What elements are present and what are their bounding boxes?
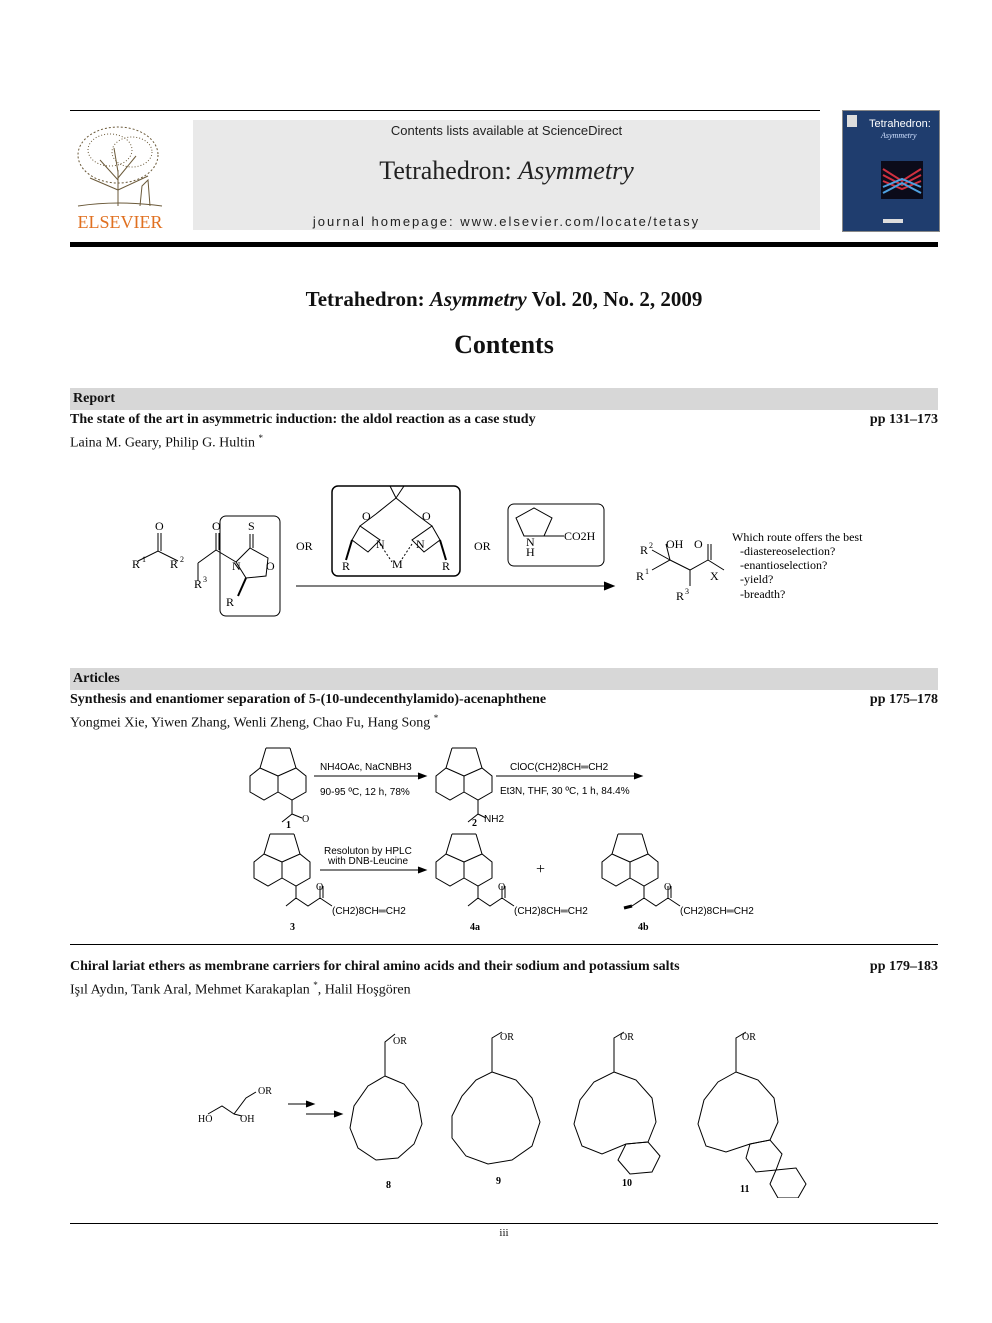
graphical-abstract-lariat-ethers xyxy=(190,1026,820,1198)
graphical-abstract-acenaphthene xyxy=(240,742,780,938)
article-2-title[interactable]: Synthesis and enantiomer separation of 5-(10-undecenthylamido)-acenaphthene xyxy=(70,692,547,707)
s2-reagent-1-top: NH4OAc, NaCNBH3 xyxy=(320,762,412,773)
s2-reagent-2-bottom: Et3N, THF, 30 ºC, 1 h, 84.4% xyxy=(500,786,630,797)
s3-ho: HO xyxy=(198,1114,213,1125)
s3-c11-or: OR xyxy=(742,1032,756,1043)
cover-footer-mark xyxy=(883,219,903,223)
s2-c1-o: O xyxy=(302,814,310,825)
s1-o-aux: O xyxy=(266,559,275,573)
s3-compound-8: 8 xyxy=(386,1180,391,1191)
s1-box-m: M xyxy=(392,557,403,571)
s1-box-n-right: N xyxy=(416,537,425,551)
cover-art-icon xyxy=(881,161,923,199)
s2-resolution-2: with DNB-Leucine xyxy=(328,856,409,867)
s1-r-aux: R xyxy=(226,595,235,609)
journal-title: Tetrahedron: Asymmetry xyxy=(379,156,634,185)
s3-c8-or: OR xyxy=(393,1036,407,1047)
issue-heading: Tetrahedron: Asymmetry Vol. 20, No. 2, 2009 xyxy=(305,287,703,311)
s2-resolution-1: Resoluton by HPLC xyxy=(324,846,412,857)
s2-compound-1: 1 xyxy=(286,820,291,831)
s1-box-r-right: R xyxy=(442,559,451,573)
cover-title: Tetrahedron: xyxy=(869,118,931,130)
s2-compound-4b: 4b xyxy=(638,922,649,933)
s1-o-acyl: O xyxy=(212,519,221,533)
s3-or: OR xyxy=(258,1086,272,1097)
s1-option-2: -enantioselection? xyxy=(740,558,828,572)
s2-c4a-chain: (CH2)8CH═CH2 xyxy=(514,906,588,917)
s3-c9-or: OR xyxy=(500,1032,514,1043)
graphical-abstract-aldol xyxy=(120,478,920,628)
sciencedirect-link[interactable]: Contents lists available at ScienceDirect xyxy=(390,123,623,138)
s1-box-n-left: N xyxy=(376,537,385,551)
s2-compound-4a: 4a xyxy=(470,922,480,933)
article-separator xyxy=(70,944,938,945)
elsevier-tree-icon xyxy=(70,120,170,232)
s2-nh2: NH2 xyxy=(484,814,505,825)
s2-c4a-o: O xyxy=(498,882,506,893)
elsevier-wordmark: ELSEVIER xyxy=(77,212,163,232)
header-thick-rule xyxy=(70,242,938,247)
s1-r1-sup: 1 xyxy=(142,555,146,564)
s1-option-3: -yield? xyxy=(740,572,774,586)
s1-pro-n: N xyxy=(526,535,535,549)
article-2-authors: Yongmei Xie, Yiwen Zhang, Wenli Zheng, Chao Fu, Hang Song * xyxy=(70,713,439,731)
cover-logo-icon xyxy=(847,115,857,127)
journal-homepage-link[interactable]: journal homepage: www.elsevier.com/locate/tetasy xyxy=(312,214,701,229)
s1-or-2: OR xyxy=(474,539,491,553)
s1-or-1: OR xyxy=(296,539,313,553)
s1-option-4: -breadth? xyxy=(740,587,786,601)
cover-subtitle: Asymmetry xyxy=(881,131,917,140)
s2-c3-chain: (CH2)8CH═CH2 xyxy=(332,906,406,917)
s2-c4b-chain: (CH2)8CH═CH2 xyxy=(680,906,754,917)
section-articles-header: Articles xyxy=(70,668,938,690)
s1-pro-acid: CO2H xyxy=(564,529,596,543)
page-number: iii xyxy=(499,1227,509,1239)
s1-prod-x: X xyxy=(710,569,719,583)
s1-box-o-right: O xyxy=(422,509,431,523)
s3-c10-or: OR xyxy=(620,1032,634,1043)
s2-compound-2: 2 xyxy=(472,818,477,829)
footer-rule xyxy=(70,1223,938,1224)
article-1-title[interactable]: The state of the art in asymmetric induction: the aldol reaction as a case study xyxy=(70,412,536,427)
s1-prod-r3-sup: 3 xyxy=(685,587,689,596)
s1-r3-sup: 3 xyxy=(203,575,207,584)
s1-prod-r1-sup: 1 xyxy=(645,567,649,576)
article-2-pages: pp 175–178 xyxy=(869,692,938,707)
journal-banner xyxy=(193,120,820,230)
s1-prod-r3: R xyxy=(676,589,685,603)
s1-question: Which route offers the best xyxy=(732,530,863,544)
s1-r1: R xyxy=(132,557,141,571)
s1-prod-r2-sup: 2 xyxy=(649,541,653,550)
s2-reagent-1-bottom: 90-95 ºC, 12 h, 78% xyxy=(320,787,410,798)
section-report-header: Report xyxy=(70,388,938,410)
page-title: Contents xyxy=(454,330,554,359)
s2-plus: + xyxy=(536,861,546,878)
s1-option-1: -diastereoselection? xyxy=(740,544,836,558)
s1-box-o-left: O xyxy=(362,509,371,523)
journal-cover-thumbnail[interactable] xyxy=(842,110,940,232)
elsevier-logo[interactable] xyxy=(70,120,170,232)
s1-prod-r1: R xyxy=(636,569,645,583)
article-3-title[interactable]: Chiral lariat ethers as membrane carriers for chiral amino acids and their sodium and potassium salts xyxy=(70,959,680,974)
header-top-rule xyxy=(70,110,820,111)
s3-compound-10: 10 xyxy=(622,1178,632,1189)
article-1-pages: pp 131–173 xyxy=(869,412,938,427)
s2-reagent-2-top: ClOC(CH2)8CH═CH2 xyxy=(510,762,609,773)
s2-c3-o: O xyxy=(316,882,324,893)
s1-r2: R xyxy=(170,557,179,571)
s2-c4b-o: O xyxy=(664,882,672,893)
s1-r3: R xyxy=(194,577,203,591)
s3-compound-9: 9 xyxy=(496,1176,501,1187)
s1-prod-o: O xyxy=(694,537,703,551)
article-1-authors: Laina M. Geary, Philip G. Hultin * xyxy=(70,433,263,451)
s1-r2-sup: 2 xyxy=(180,555,184,564)
s3-compound-11: 11 xyxy=(740,1184,750,1195)
article-3-pages: pp 179–183 xyxy=(869,959,938,974)
s1-prod-r2: R xyxy=(640,543,649,557)
s1-n-aux: N xyxy=(232,559,241,573)
s1-o-ketone: O xyxy=(155,519,164,533)
article-3-authors: Işıl Aydın, Tarık Aral, Mehmet Karakaplan *, Halil Hoşgören xyxy=(70,980,411,998)
s2-compound-3: 3 xyxy=(290,922,295,933)
s1-pro-h: H xyxy=(526,545,535,559)
s1-s: S xyxy=(248,519,255,533)
s1-box-r-left: R xyxy=(342,559,351,573)
s3-oh: OH xyxy=(240,1114,255,1125)
s1-prod-oh: OH xyxy=(666,537,684,551)
